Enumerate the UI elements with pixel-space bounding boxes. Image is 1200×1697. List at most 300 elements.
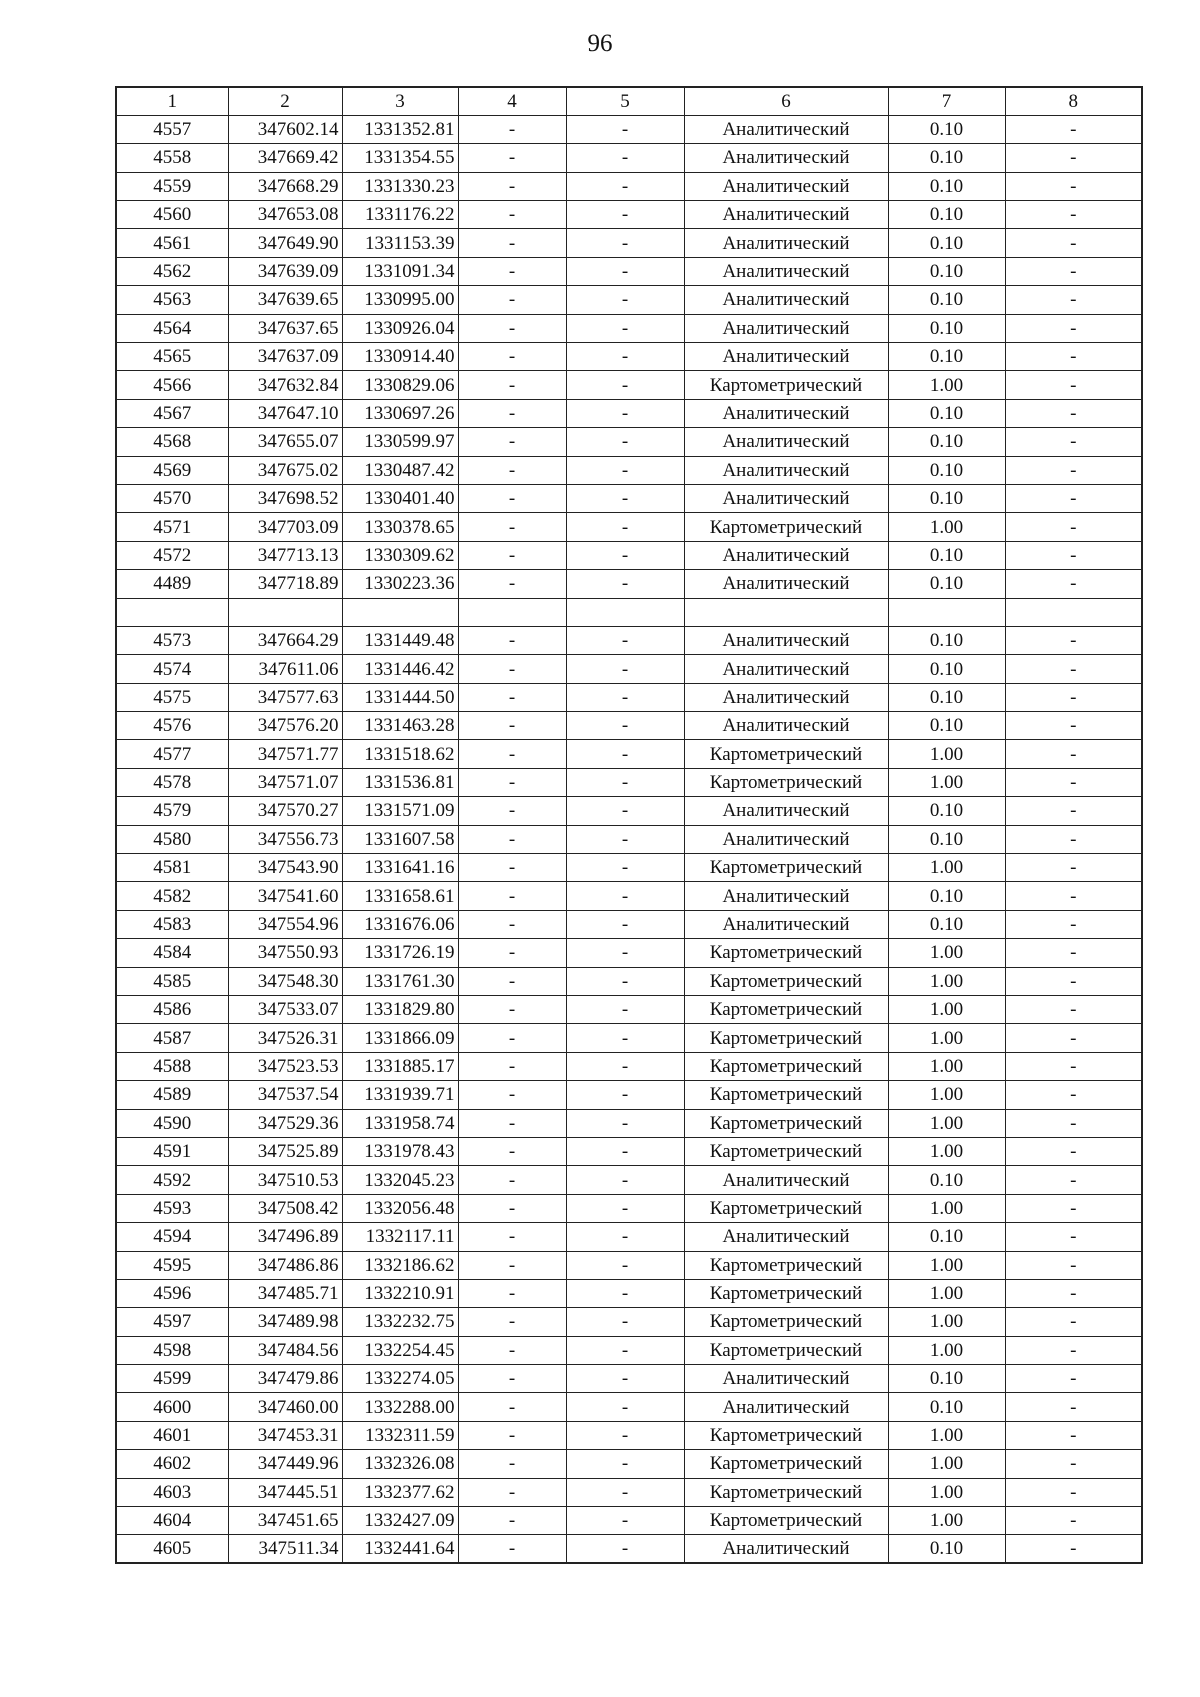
y-coordinate-cell: 1331536.81 (342, 768, 458, 796)
col5-cell: - (566, 1478, 684, 1506)
col5-cell: - (566, 229, 684, 257)
table-row (116, 996, 1142, 1024)
col8-cell: - (1005, 201, 1142, 229)
point-number-cell: 4578 (116, 768, 228, 796)
x-coordinate-cell: 347655.07 (228, 428, 342, 456)
col4-cell: - (458, 967, 566, 995)
x-coordinate-cell: 347525.89 (228, 1137, 342, 1165)
precision-cell: 1.00 (888, 996, 1005, 1024)
col8-cell: - (1005, 967, 1142, 995)
x-coordinate-cell: 347460.00 (228, 1393, 342, 1421)
header-row (116, 87, 1142, 115)
method-cell: Аналитический (684, 1223, 888, 1251)
table-row (116, 343, 1142, 371)
col4-cell: - (458, 1223, 566, 1251)
col4-cell: - (458, 712, 566, 740)
table-row (116, 201, 1142, 229)
x-coordinate-cell: 347611.06 (228, 655, 342, 683)
col4-cell: - (458, 541, 566, 569)
x-coordinate-cell: 347639.09 (228, 257, 342, 285)
x-coordinate-cell: 347548.30 (228, 967, 342, 995)
col5-cell: - (566, 371, 684, 399)
y-coordinate-cell (342, 598, 458, 626)
col4-cell: - (458, 1251, 566, 1279)
col5-cell: - (566, 1507, 684, 1535)
precision-cell: 1.00 (888, 1109, 1005, 1137)
table-row (116, 286, 1142, 314)
y-coordinate-cell: 1332210.91 (342, 1279, 458, 1307)
col4-cell: - (458, 115, 566, 143)
method-cell: Аналитический (684, 797, 888, 825)
method-cell: Картометрический (684, 1251, 888, 1279)
table-row (116, 967, 1142, 995)
point-number-cell: 4558 (116, 144, 228, 172)
x-coordinate-cell: 347668.29 (228, 172, 342, 200)
x-coordinate-cell: 347571.07 (228, 768, 342, 796)
y-coordinate-cell: 1331352.81 (342, 115, 458, 143)
precision-cell: 0.10 (888, 626, 1005, 654)
table-row (116, 570, 1142, 598)
method-cell: Картометрический (684, 740, 888, 768)
method-cell: Аналитический (684, 428, 888, 456)
column-header-4: 4 (458, 87, 566, 115)
point-number-cell: 4568 (116, 428, 228, 456)
precision-cell: 0.10 (888, 172, 1005, 200)
col4-cell: - (458, 683, 566, 711)
col8-cell: - (1005, 910, 1142, 938)
point-number-cell (116, 598, 228, 626)
precision-cell: 0.10 (888, 910, 1005, 938)
col5-cell: - (566, 484, 684, 512)
col5-cell: - (566, 314, 684, 342)
method-cell: Аналитический (684, 1365, 888, 1393)
table-row (116, 229, 1142, 257)
column-header-5: 5 (566, 87, 684, 115)
col4-cell: - (458, 343, 566, 371)
method-cell: Аналитический (684, 399, 888, 427)
x-coordinate-cell: 347449.96 (228, 1450, 342, 1478)
x-coordinate-cell: 347485.71 (228, 1279, 342, 1307)
y-coordinate-cell: 1331607.58 (342, 825, 458, 853)
point-number-cell: 4577 (116, 740, 228, 768)
table-row (116, 768, 1142, 796)
y-coordinate-cell: 1331726.19 (342, 939, 458, 967)
method-cell: Аналитический (684, 144, 888, 172)
method-cell: Аналитический (684, 882, 888, 910)
col8-cell: - (1005, 1109, 1142, 1137)
table-row (116, 456, 1142, 484)
col5-cell: - (566, 1223, 684, 1251)
point-number-cell: 4600 (116, 1393, 228, 1421)
table-row (116, 144, 1142, 172)
method-cell: Картометрический (684, 1421, 888, 1449)
col4-cell: - (458, 399, 566, 427)
method-cell: Аналитический (684, 910, 888, 938)
method-cell: Аналитический (684, 172, 888, 200)
table-row (116, 513, 1142, 541)
precision-cell: 0.10 (888, 286, 1005, 314)
y-coordinate-cell: 1331676.06 (342, 910, 458, 938)
x-coordinate-cell: 347571.77 (228, 740, 342, 768)
col4-cell: - (458, 939, 566, 967)
point-number-cell: 4561 (116, 229, 228, 257)
col8-cell: - (1005, 1365, 1142, 1393)
method-cell: Картометрический (684, 1052, 888, 1080)
y-coordinate-cell: 1331091.34 (342, 257, 458, 285)
y-coordinate-cell: 1331866.09 (342, 1024, 458, 1052)
col5-cell: - (566, 1535, 684, 1563)
table-row (116, 1365, 1142, 1393)
table-row (116, 1507, 1142, 1535)
table-row (116, 626, 1142, 654)
y-coordinate-cell: 1331958.74 (342, 1109, 458, 1137)
method-cell: Картометрический (684, 1194, 888, 1222)
method-cell: Аналитический (684, 655, 888, 683)
point-number-cell: 4586 (116, 996, 228, 1024)
table-row (116, 1478, 1142, 1506)
method-cell: Аналитический (684, 626, 888, 654)
col8-cell: - (1005, 882, 1142, 910)
y-coordinate-cell: 1331978.43 (342, 1137, 458, 1165)
method-cell: Картометрический (684, 1024, 888, 1052)
precision-cell: 0.10 (888, 541, 1005, 569)
precision-cell: 0.10 (888, 314, 1005, 342)
method-cell: Аналитический (684, 286, 888, 314)
method-cell: Аналитический (684, 1166, 888, 1194)
x-coordinate-cell: 347508.42 (228, 1194, 342, 1222)
precision-cell: 0.10 (888, 825, 1005, 853)
col8-cell: - (1005, 314, 1142, 342)
precision-cell: 1.00 (888, 1024, 1005, 1052)
x-coordinate-cell: 347486.86 (228, 1251, 342, 1279)
col4-cell: - (458, 570, 566, 598)
precision-cell: 1.00 (888, 1052, 1005, 1080)
point-number-cell: 4594 (116, 1223, 228, 1251)
col5-cell: - (566, 286, 684, 314)
col5-cell: - (566, 1251, 684, 1279)
y-coordinate-cell: 1332311.59 (342, 1421, 458, 1449)
method-cell: Картометрический (684, 1081, 888, 1109)
table-row (116, 371, 1142, 399)
x-coordinate-cell: 347703.09 (228, 513, 342, 541)
precision-cell: 1.00 (888, 1421, 1005, 1449)
col8-cell: - (1005, 1052, 1142, 1080)
y-coordinate-cell: 1332326.08 (342, 1450, 458, 1478)
method-cell: Аналитический (684, 712, 888, 740)
table-row (116, 825, 1142, 853)
col8-cell: - (1005, 1166, 1142, 1194)
col5-cell: - (566, 939, 684, 967)
y-coordinate-cell: 1330697.26 (342, 399, 458, 427)
method-cell (684, 598, 888, 626)
point-number-cell: 4579 (116, 797, 228, 825)
table-row (116, 115, 1142, 143)
col8-cell: - (1005, 1223, 1142, 1251)
x-coordinate-cell: 347577.63 (228, 683, 342, 711)
col4-cell: - (458, 854, 566, 882)
col8-cell: - (1005, 1194, 1142, 1222)
precision-cell: 1.00 (888, 1450, 1005, 1478)
y-coordinate-cell: 1331446.42 (342, 655, 458, 683)
point-number-cell: 4593 (116, 1194, 228, 1222)
col4-cell: - (458, 1507, 566, 1535)
x-coordinate-cell: 347510.53 (228, 1166, 342, 1194)
col8-cell: - (1005, 399, 1142, 427)
col8-cell: - (1005, 1279, 1142, 1307)
precision-cell (888, 598, 1005, 626)
col4-cell: - (458, 428, 566, 456)
y-coordinate-cell: 1330599.97 (342, 428, 458, 456)
method-cell: Картометрический (684, 1137, 888, 1165)
precision-cell: 1.00 (888, 1336, 1005, 1364)
col4-cell: - (458, 1421, 566, 1449)
point-number-cell: 4559 (116, 172, 228, 200)
method-cell: Картометрический (684, 1308, 888, 1336)
point-number-cell: 4560 (116, 201, 228, 229)
col5-cell: - (566, 144, 684, 172)
point-number-cell: 4564 (116, 314, 228, 342)
x-coordinate-cell: 347718.89 (228, 570, 342, 598)
precision-cell: 0.10 (888, 1166, 1005, 1194)
col5-cell: - (566, 201, 684, 229)
col5-cell: - (566, 882, 684, 910)
x-coordinate-cell: 347523.53 (228, 1052, 342, 1080)
precision-cell: 1.00 (888, 768, 1005, 796)
precision-cell: 1.00 (888, 854, 1005, 882)
col4-cell: - (458, 1137, 566, 1165)
col5-cell: - (566, 570, 684, 598)
table-row (116, 257, 1142, 285)
method-cell: Картометрический (684, 1450, 888, 1478)
col8-cell: - (1005, 172, 1142, 200)
precision-cell: 0.10 (888, 399, 1005, 427)
col4-cell: - (458, 910, 566, 938)
point-number-cell: 4575 (116, 683, 228, 711)
col8-cell: - (1005, 626, 1142, 654)
y-coordinate-cell: 1332377.62 (342, 1478, 458, 1506)
x-coordinate-cell (228, 598, 342, 626)
col8-cell: - (1005, 1507, 1142, 1535)
method-cell: Картометрический (684, 996, 888, 1024)
col4-cell: - (458, 484, 566, 512)
precision-cell: 1.00 (888, 1308, 1005, 1336)
col8-cell: - (1005, 854, 1142, 882)
precision-cell: 0.10 (888, 570, 1005, 598)
method-cell: Картометрический (684, 768, 888, 796)
col4-cell: - (458, 996, 566, 1024)
x-coordinate-cell: 347453.31 (228, 1421, 342, 1449)
method-cell: Аналитический (684, 229, 888, 257)
col5-cell: - (566, 768, 684, 796)
precision-cell: 1.00 (888, 1137, 1005, 1165)
precision-cell: 0.10 (888, 1223, 1005, 1251)
col4-cell: - (458, 371, 566, 399)
y-coordinate-cell: 1332117.11 (342, 1223, 458, 1251)
x-coordinate-cell: 347543.90 (228, 854, 342, 882)
point-number-cell: 4570 (116, 484, 228, 512)
col5-cell: - (566, 967, 684, 995)
method-cell: Аналитический (684, 257, 888, 285)
col4-cell: - (458, 201, 566, 229)
col5-cell: - (566, 1194, 684, 1222)
point-number-cell: 4595 (116, 1251, 228, 1279)
column-header-3: 3 (342, 87, 458, 115)
x-coordinate-cell: 347556.73 (228, 825, 342, 853)
col5-cell: - (566, 740, 684, 768)
col5-cell: - (566, 343, 684, 371)
col4-cell: - (458, 768, 566, 796)
point-number-cell: 4562 (116, 257, 228, 285)
col4-cell: - (458, 1365, 566, 1393)
page-number: 96 (587, 30, 613, 57)
table-row (116, 854, 1142, 882)
col4-cell: - (458, 1478, 566, 1506)
point-number-cell: 4590 (116, 1109, 228, 1137)
table-row (116, 655, 1142, 683)
point-number-cell: 4589 (116, 1081, 228, 1109)
col8-cell: - (1005, 1137, 1142, 1165)
y-coordinate-cell: 1331354.55 (342, 144, 458, 172)
point-number-cell: 4571 (116, 513, 228, 541)
x-coordinate-cell: 347639.65 (228, 286, 342, 314)
y-coordinate-cell: 1332045.23 (342, 1166, 458, 1194)
precision-cell: 1.00 (888, 371, 1005, 399)
x-coordinate-cell: 347649.90 (228, 229, 342, 257)
x-coordinate-cell: 347541.60 (228, 882, 342, 910)
col4-cell: - (458, 314, 566, 342)
table-row (116, 712, 1142, 740)
col8-cell: - (1005, 1393, 1142, 1421)
table-row (116, 740, 1142, 768)
col5-cell: - (566, 854, 684, 882)
y-coordinate-cell: 1330914.40 (342, 343, 458, 371)
y-coordinate-cell: 1331641.16 (342, 854, 458, 882)
y-coordinate-cell: 1331153.39 (342, 229, 458, 257)
y-coordinate-cell: 1330995.00 (342, 286, 458, 314)
method-cell: Аналитический (684, 484, 888, 512)
col8-cell: - (1005, 1450, 1142, 1478)
method-cell: Аналитический (684, 456, 888, 484)
precision-cell: 0.10 (888, 882, 1005, 910)
col8-cell: - (1005, 797, 1142, 825)
y-coordinate-cell: 1330926.04 (342, 314, 458, 342)
y-coordinate-cell: 1330829.06 (342, 371, 458, 399)
method-cell: Картометрический (684, 513, 888, 541)
method-cell: Картометрический (684, 1279, 888, 1307)
x-coordinate-cell: 347698.52 (228, 484, 342, 512)
col5-cell: - (566, 1024, 684, 1052)
col8-cell: - (1005, 683, 1142, 711)
y-coordinate-cell: 1331463.28 (342, 712, 458, 740)
method-cell: Аналитический (684, 1535, 888, 1563)
y-coordinate-cell: 1332056.48 (342, 1194, 458, 1222)
y-coordinate-cell: 1331444.50 (342, 683, 458, 711)
col8-cell: - (1005, 343, 1142, 371)
x-coordinate-cell: 347479.86 (228, 1365, 342, 1393)
col4-cell: - (458, 626, 566, 654)
col8-cell: - (1005, 1081, 1142, 1109)
method-cell: Картометрический (684, 1478, 888, 1506)
col4-cell: - (458, 1336, 566, 1364)
table-row (116, 172, 1142, 200)
method-cell: Аналитический (684, 343, 888, 371)
col8-cell: - (1005, 1336, 1142, 1364)
table-row (116, 1081, 1142, 1109)
col8-cell: - (1005, 257, 1142, 285)
col8-cell: - (1005, 115, 1142, 143)
precision-cell: 0.10 (888, 201, 1005, 229)
table-row (116, 484, 1142, 512)
col8-cell: - (1005, 570, 1142, 598)
y-coordinate-cell: 1331761.30 (342, 967, 458, 995)
col8-cell: - (1005, 371, 1142, 399)
col5-cell: - (566, 1109, 684, 1137)
col8-cell: - (1005, 1421, 1142, 1449)
table-row (116, 428, 1142, 456)
table-row (116, 683, 1142, 711)
y-coordinate-cell: 1331518.62 (342, 740, 458, 768)
precision-cell: 1.00 (888, 967, 1005, 995)
table-row (116, 1308, 1142, 1336)
method-cell: Аналитический (684, 570, 888, 598)
col4-cell: - (458, 797, 566, 825)
point-number-cell: 4489 (116, 570, 228, 598)
col8-cell: - (1005, 456, 1142, 484)
col5-cell (566, 598, 684, 626)
y-coordinate-cell: 1332254.45 (342, 1336, 458, 1364)
x-coordinate-cell: 347637.65 (228, 314, 342, 342)
point-number-cell: 4591 (116, 1137, 228, 1165)
col5-cell: - (566, 428, 684, 456)
col4-cell: - (458, 1535, 566, 1563)
y-coordinate-cell: 1331658.61 (342, 882, 458, 910)
col8-cell: - (1005, 825, 1142, 853)
precision-cell: 0.10 (888, 1535, 1005, 1563)
col4-cell: - (458, 229, 566, 257)
x-coordinate-cell: 347526.31 (228, 1024, 342, 1052)
table-row (116, 1166, 1142, 1194)
x-coordinate-cell: 347496.89 (228, 1223, 342, 1251)
col8-cell: - (1005, 1308, 1142, 1336)
col4-cell: - (458, 1308, 566, 1336)
precision-cell: 0.10 (888, 456, 1005, 484)
col4-cell: - (458, 1166, 566, 1194)
y-coordinate-cell: 1331939.71 (342, 1081, 458, 1109)
point-number-cell: 4582 (116, 882, 228, 910)
table-body (116, 115, 1142, 1563)
col4-cell: - (458, 456, 566, 484)
table-row (116, 1137, 1142, 1165)
method-cell: Аналитический (684, 541, 888, 569)
precision-cell: 1.00 (888, 1507, 1005, 1535)
col8-cell (1005, 598, 1142, 626)
col5-cell: - (566, 1279, 684, 1307)
y-coordinate-cell: 1331330.23 (342, 172, 458, 200)
precision-cell: 0.10 (888, 655, 1005, 683)
col4-cell: - (458, 257, 566, 285)
method-cell: Картометрический (684, 1507, 888, 1535)
method-cell: Картометрический (684, 371, 888, 399)
col4-cell: - (458, 1393, 566, 1421)
point-number-cell: 4598 (116, 1336, 228, 1364)
col4-cell: - (458, 882, 566, 910)
x-coordinate-cell: 347669.42 (228, 144, 342, 172)
y-coordinate-cell: 1332186.62 (342, 1251, 458, 1279)
col4-cell: - (458, 1109, 566, 1137)
x-coordinate-cell: 347675.02 (228, 456, 342, 484)
col5-cell: - (566, 683, 684, 711)
y-coordinate-cell: 1331829.80 (342, 996, 458, 1024)
